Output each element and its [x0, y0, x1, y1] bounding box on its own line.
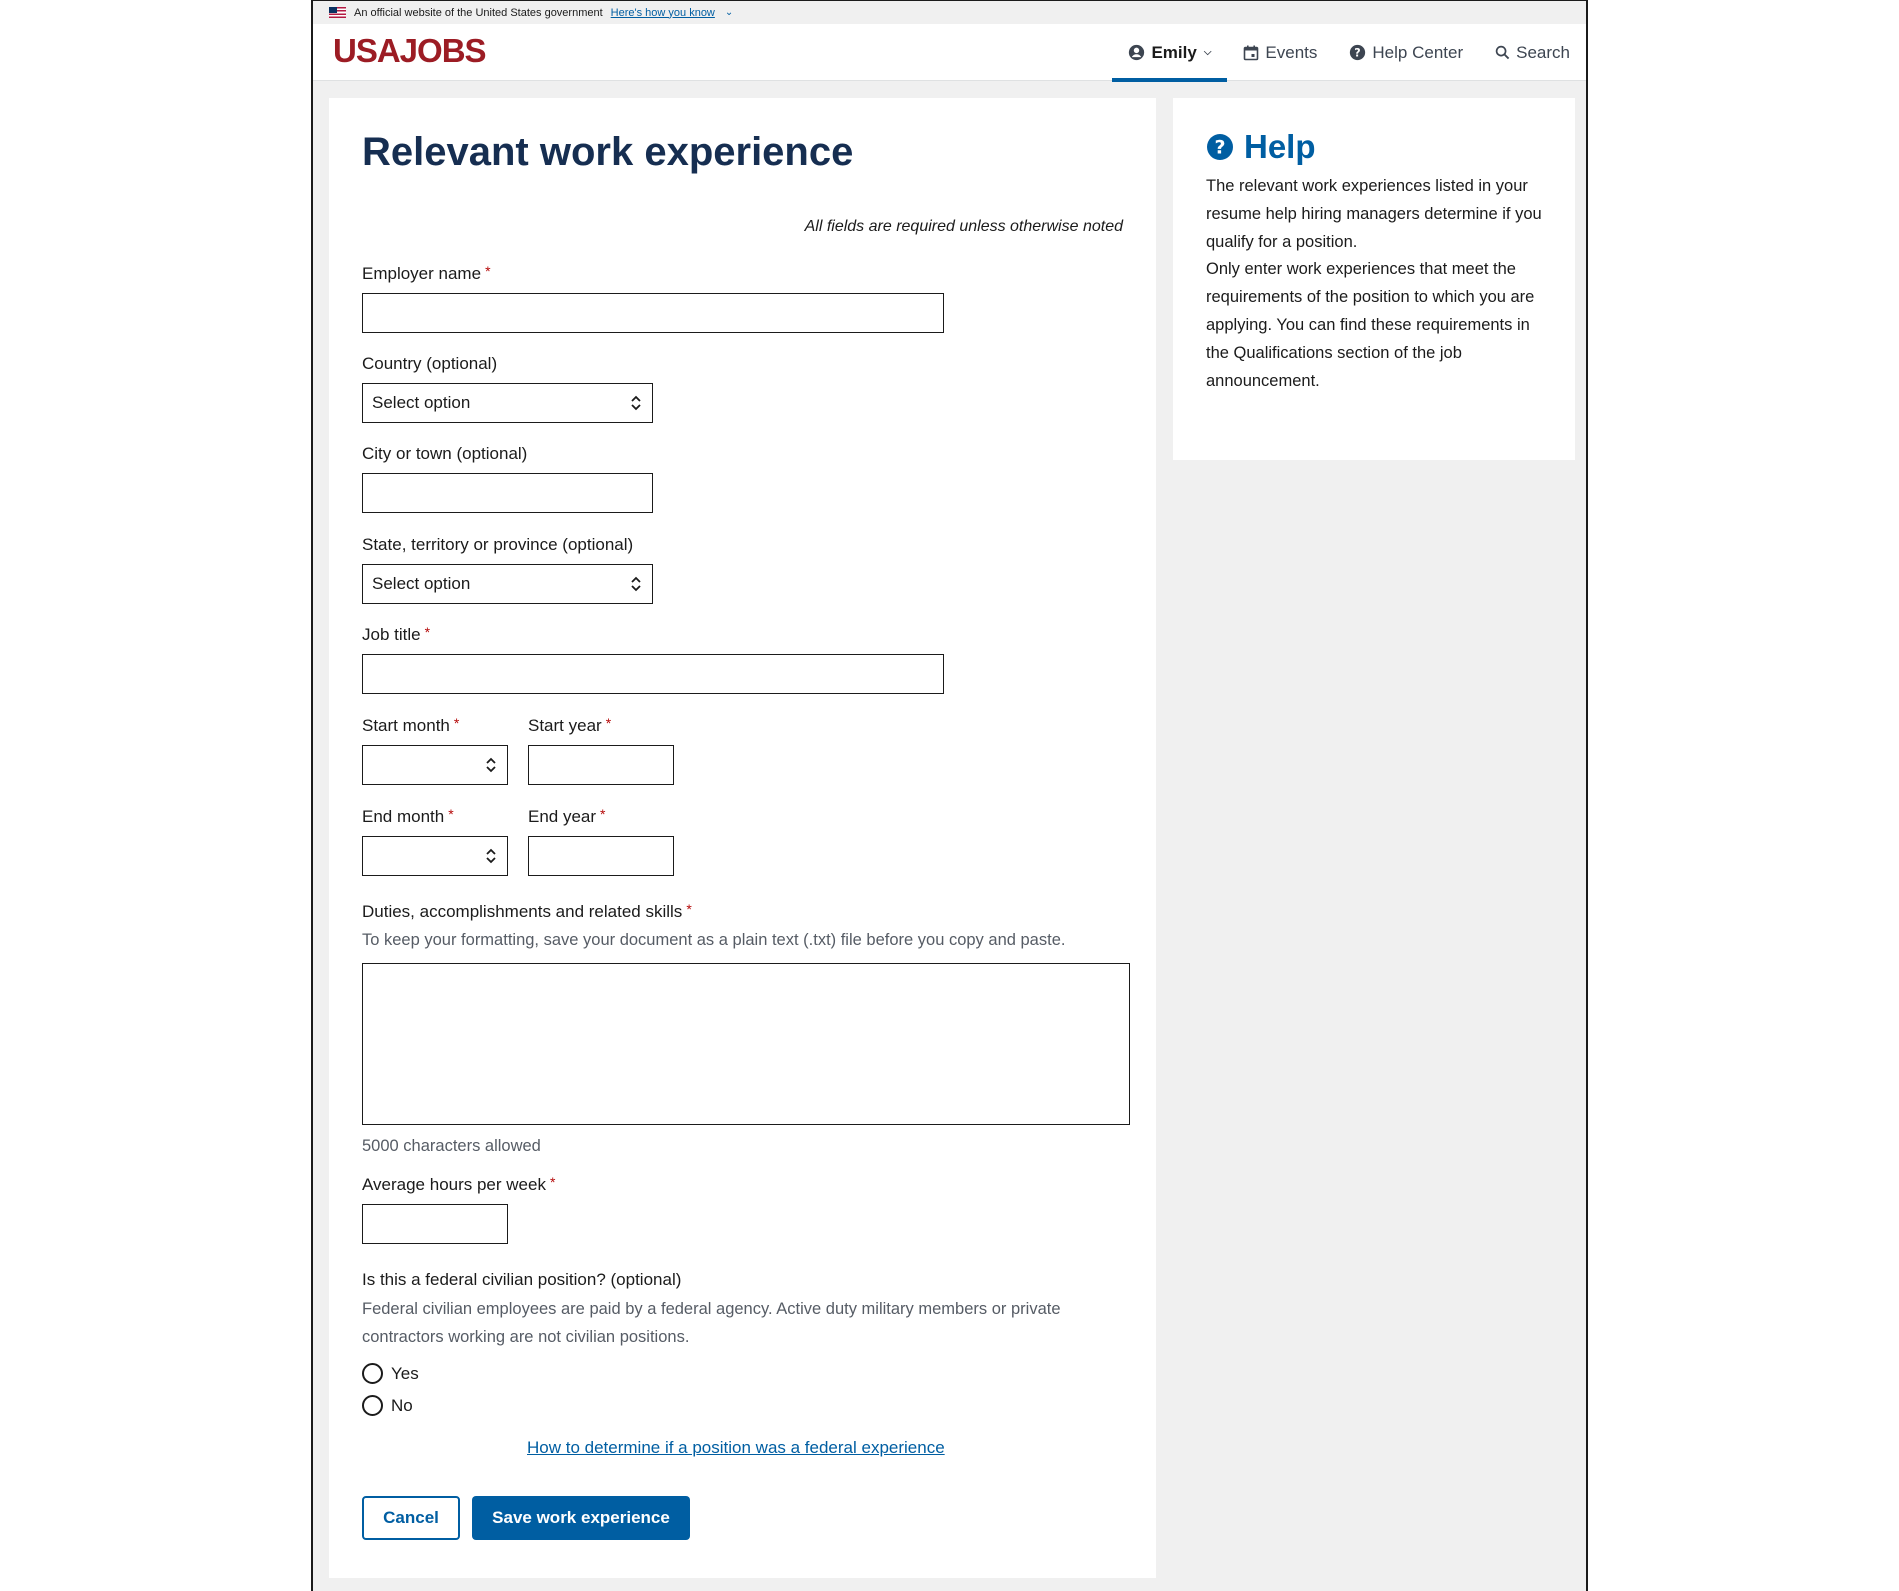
end-month-select[interactable] [362, 836, 508, 876]
gov-banner-text: An official website of the United States government [354, 6, 603, 19]
federal-yes-option[interactable] [362, 1363, 419, 1384]
heres-how-you-know-link[interactable]: Here's how you know [610, 6, 715, 19]
federal-no-label: No [391, 1395, 413, 1415]
start-month-select[interactable] [362, 745, 508, 785]
user-circle-icon [1128, 44, 1145, 61]
state-selected-value: Select option [372, 574, 471, 593]
end-month-label: End month * [362, 806, 454, 826]
duties-textarea[interactable] [362, 963, 1130, 1125]
main-nav [1112, 24, 1586, 81]
usajobs-logo[interactable]: USAJOBS [333, 32, 486, 69]
site-header [313, 24, 1586, 81]
svg-text:?: ? [1354, 46, 1362, 60]
up-down-chevron-icon [485, 847, 497, 865]
nav-events[interactable] [1227, 24, 1333, 81]
chevron-down-icon[interactable]: ⌄ [724, 7, 734, 18]
required-asterisk: * [686, 901, 692, 917]
save-work-experience-button[interactable]: Save work experience [472, 1496, 690, 1540]
work-experience-form [329, 98, 1156, 1578]
radio-button-no[interactable] [362, 1395, 383, 1416]
federal-experience-help-link[interactable]: How to determine if a position was a federal experience [527, 1438, 945, 1457]
nav-search[interactable] [1479, 24, 1586, 81]
radio-button-yes[interactable] [362, 1363, 383, 1384]
up-down-chevron-icon [630, 394, 642, 412]
required-asterisk: * [600, 806, 606, 822]
required-asterisk: * [453, 715, 460, 731]
gov-banner [313, 1, 1586, 24]
country-selected-value: Select option [372, 393, 471, 412]
country-select[interactable] [362, 383, 653, 423]
up-down-chevron-icon [630, 575, 642, 593]
job-title-input[interactable] [362, 654, 944, 694]
help-title [1206, 128, 1316, 166]
city-input[interactable] [362, 473, 653, 513]
question-circle-icon [1206, 133, 1234, 161]
hours-label: Average hours per week * [362, 1174, 556, 1194]
country-label: Country (optional) [362, 354, 498, 373]
question-circle-icon [1349, 44, 1366, 61]
federal-position-label: Is this a federal civilian position? (optional) [362, 1270, 682, 1289]
browser-page [311, 0, 1588, 1591]
hours-input[interactable] [362, 1204, 508, 1244]
help-title-text: Help [1244, 128, 1316, 165]
state-select[interactable] [362, 564, 653, 604]
end-year-label: End year * [528, 806, 606, 826]
help-paragraph-2: Only enter work experiences that meet the requirements of the position to which you are applying. You can find these requirements in the Qualifications section of the job announcement. [1206, 260, 1535, 390]
duties-hint: To keep your formatting, save your document as a plain text (.txt) file before you copy and paste. [362, 931, 1066, 949]
help-paragraph-1: The relevant work experiences listed in your resume help hiring managers determine if you qualify for a position. [1206, 177, 1542, 251]
required-asterisk: * [485, 263, 491, 279]
nav-help-center[interactable] [1333, 24, 1479, 81]
us-flag-icon [329, 7, 346, 18]
start-year-label: Start year * [528, 715, 612, 735]
search-icon [1495, 45, 1510, 60]
start-month-label: Start month * [362, 715, 460, 735]
federal-yes-label: Yes [391, 1363, 419, 1383]
cancel-button[interactable]: Cancel [362, 1496, 460, 1540]
employer-name-input[interactable] [362, 293, 944, 333]
required-asterisk: * [549, 1174, 556, 1190]
nav-help-center-label: Help Center [1372, 42, 1464, 62]
federal-no-option[interactable] [362, 1395, 413, 1416]
duties-label: Duties, accomplishments and related skills * [362, 901, 692, 921]
state-label: State, territory or province (optional) [362, 535, 634, 554]
job-title-label: Job title * [362, 624, 431, 644]
help-panel [1173, 98, 1575, 460]
nav-user-menu[interactable] [1112, 24, 1227, 81]
employer-name-label: Employer name * [362, 263, 491, 283]
nav-user-label: Emily [1151, 42, 1197, 62]
required-asterisk: * [605, 715, 612, 731]
required-asterisk: * [424, 624, 431, 640]
svg-text:?: ? [1214, 136, 1226, 159]
nav-events-label: Events [1265, 42, 1318, 62]
required-asterisk: * [448, 806, 454, 822]
nav-search-label: Search [1516, 42, 1570, 62]
required-fields-note: All fields are required unless otherwise noted [804, 218, 1123, 235]
page-title: Relevant work experience [362, 130, 854, 174]
federal-position-hint: Federal civilian employees are paid by a federal agency. Active duty military members or private contractors working are not civilian positions. [362, 1300, 1061, 1346]
start-year-input[interactable] [528, 745, 674, 785]
chevron-down-icon: ⌵ [1203, 47, 1212, 58]
calendar-icon [1243, 45, 1259, 61]
end-year-input[interactable] [528, 836, 674, 876]
duties-char-limit: 5000 characters allowed [362, 1137, 541, 1155]
up-down-chevron-icon [485, 756, 497, 774]
city-label: City or town (optional) [362, 444, 528, 463]
